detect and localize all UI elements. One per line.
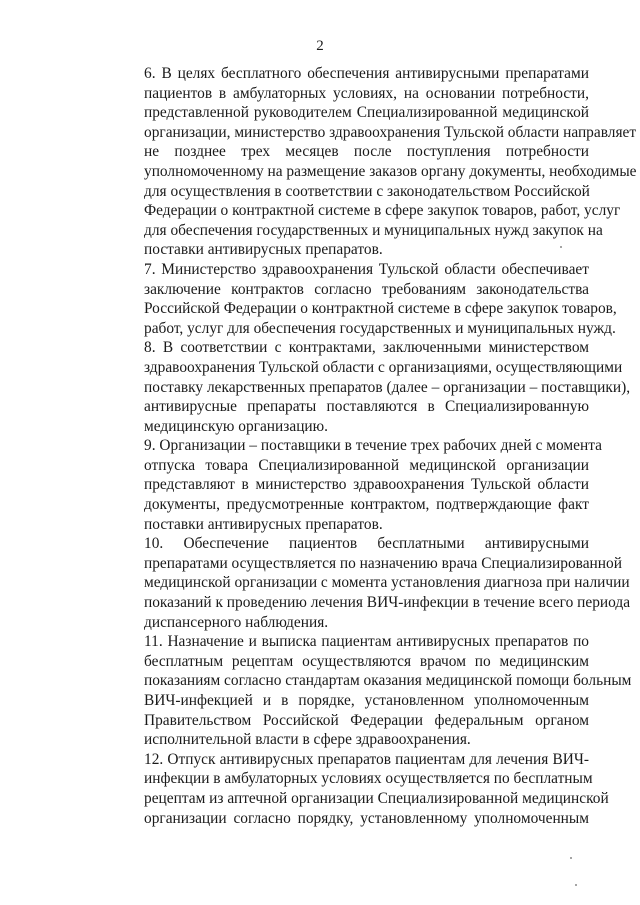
text-line: медицинской организации с момента установления диагноза при наличии [144, 574, 630, 592]
text-line: диспансерного наблюдения. [144, 613, 329, 631]
text-line: ВИЧ-инфекцией и в порядке, установленном уполномоченным [144, 692, 589, 709]
text-line: 7. Министерство здравоохранения Тульской области обеспечивает [144, 260, 589, 278]
text-line: заключение контрактов согласно требованиям законодательства [144, 280, 589, 298]
scan-speck [570, 857, 572, 859]
text-line: поставку лекарственных препаратов (далее – организации – поставщики), [144, 378, 631, 396]
text-line: бесплатным рецептам осуществляются врачом по медицинским [144, 652, 589, 670]
text-line: 9. Организации – поставщики в течение трех рабочих дней с момента [144, 437, 602, 455]
text-line: 12. Отпуск антивирусных препаратов пациентам для лечения ВИЧ- [144, 750, 589, 768]
text-line: поставки антивирусных препаратов. [144, 515, 383, 533]
text-line: организации согласно порядку, установленному уполномоченным [144, 809, 589, 827]
text-line: 11. Назначение и выписка пациентам антивирусных препаратов по [144, 633, 589, 651]
text-line: показаний к проведению лечения ВИЧ-инфекции в течение всего периода [144, 594, 631, 612]
text-line: здравоохранения Тульской области с организациями, осуществляющими [144, 358, 623, 376]
text-line: представленной руководителем Специализированной медицинской [144, 104, 589, 122]
text-line: представляют в министерство здравоохранения Тульской области [144, 476, 589, 494]
text-line: поставки антивирусных препаратов. [144, 241, 383, 259]
text-line: пациентов в амбулаторных условиях, на основании потребности, [144, 84, 589, 102]
page-number: 2 [316, 38, 324, 54]
paragraph-11 [104, 632, 632, 750]
text-line: уполномоченному на размещение заказов органу документы, необходимые [144, 162, 637, 180]
scan-speck [575, 884, 577, 886]
text-line: работ, услуг для обеспечения государственных и муниципальных нужд. [144, 319, 616, 337]
text-line: отпуска товара Специализированной медицинской организации [144, 456, 589, 474]
text-line: показаниям согласно стандартам оказания медицинской помощи больным [144, 672, 632, 690]
paragraph-12 [104, 750, 609, 828]
text-line: медицинскую организацию. [144, 417, 329, 435]
text-line: антивирусные препараты поставляются в Специализированную [144, 398, 589, 416]
text-line: Федерации о контрактной системе в сфере закупок товаров, работ, услуг [144, 202, 621, 220]
text-line: 10. Обеспечение пациентов бесплатными антивирусными [144, 535, 589, 553]
paragraph-9 [104, 436, 602, 534]
paragraph-10 [104, 534, 631, 632]
text-line: для осуществления в соответствии с законодательством Российской [144, 182, 590, 200]
text-line: исполнительной власти в сфере здравоохранения. [144, 731, 471, 749]
text-line: организации, министерство здравоохранения Тульской области направляет [144, 123, 637, 141]
paragraph-8 [104, 338, 631, 436]
text-line: документы, предусмотренные контрактом, подтверждающие факт [144, 496, 589, 514]
text-line: рецептам из аптечной организации Специализированной медицинской [144, 789, 609, 807]
text-line: не позднее трех месяцев после поступления потребности [144, 143, 589, 161]
paragraph-7 [104, 260, 617, 338]
text-line: 8. В соответствии с контрактами, заключенными министерством [144, 339, 589, 357]
text-line: препаратами осуществляется по назначению врача Специализированной [144, 554, 622, 572]
text-line: 6. В целях бесплатного обеспечения антивирусными препаратами [144, 65, 589, 82]
document-body [104, 64, 637, 828]
text-line: Правительством Российской Федерации федеральным органом [144, 711, 589, 729]
text-line: для обеспечения государственных и муниципальных нужд закупок на [144, 221, 603, 239]
scan-speck [560, 246, 562, 248]
text-line: Российской Федерации о контрактной системе в сфере закупок товаров, [144, 300, 617, 318]
text-line: инфекции в амбулаторных условиях осуществляется по бесплатным [144, 770, 593, 788]
paragraph-6 [104, 64, 637, 260]
